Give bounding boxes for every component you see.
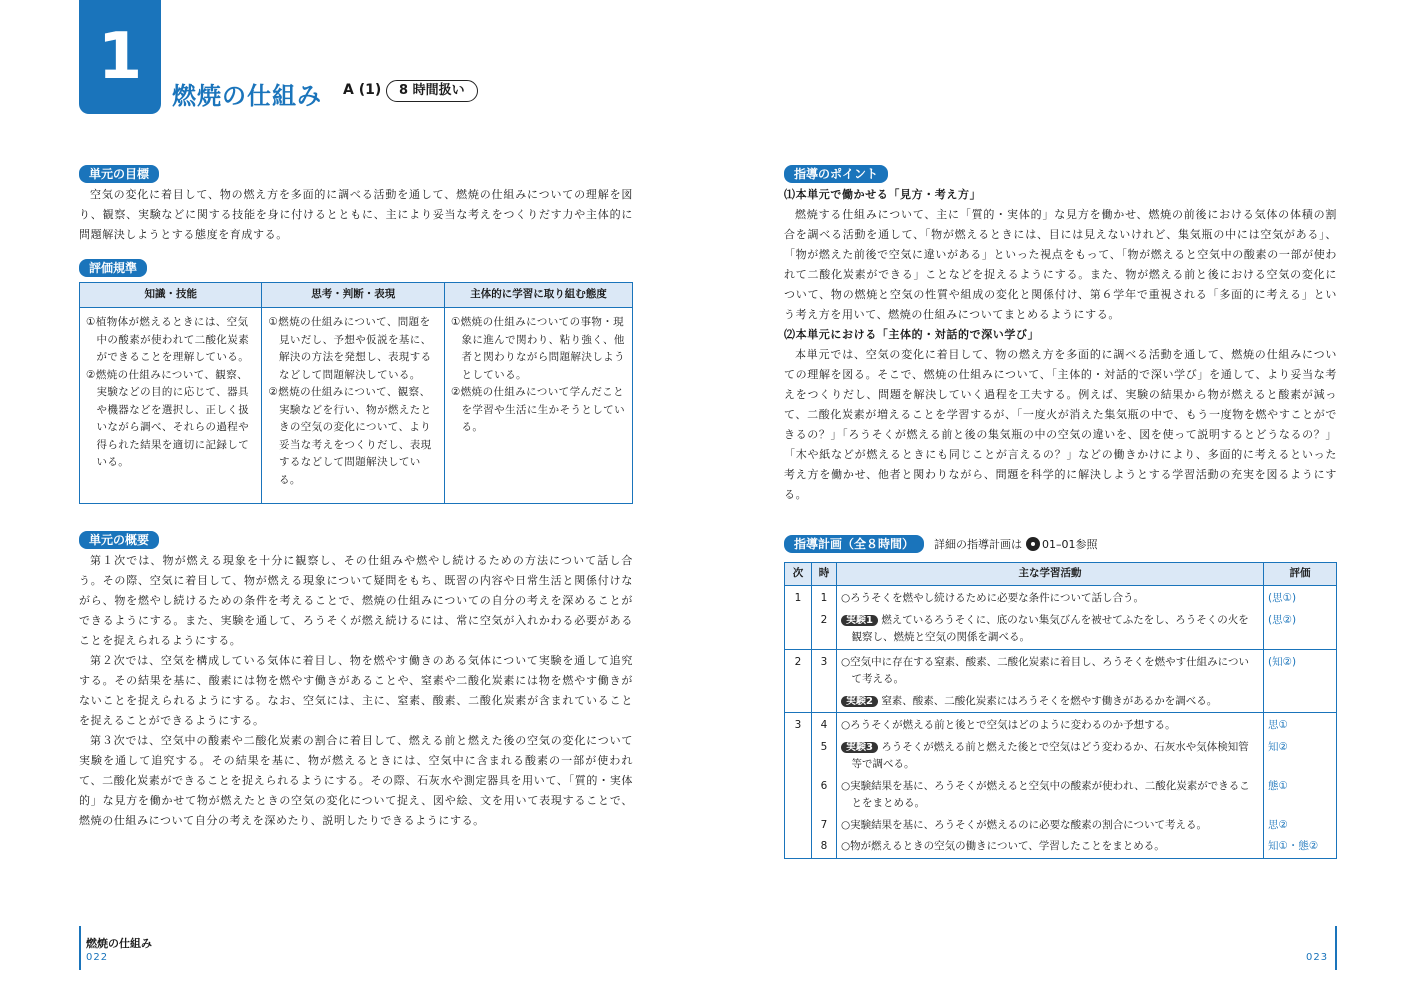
goal-section: [79, 163, 633, 245]
experiment-badge: 実験2: [841, 696, 878, 707]
overview-section: [79, 529, 633, 831]
criteria-cell: [80, 308, 262, 504]
table-row: 実験2 窒素、酸素、二酸化炭素にはろうそくを燃やす働きがあるかを調べる。: [785, 691, 1337, 713]
table-row: 1 1 ○ろうそくを燃やし続けるために必要な条件について話し合う。 (思①): [785, 586, 1337, 610]
criteria-item: ②燃焼の仕組みについて、観察、実験などを行い、物が燃えたときの空気の変化について、より妥当な考えをつくりだし、表現するなどして問題解決している。: [268, 386, 432, 486]
footer-rule-right: [1335, 926, 1337, 970]
points-subheading: ⑵本単元における「主体的・対話的で深い学び」: [784, 328, 1040, 341]
plan-header: 時: [812, 563, 837, 586]
plan-heading: [784, 535, 1098, 553]
footer-title: 燃焼の仕組み: [86, 937, 152, 950]
hours-badge: 8 時間扱い: [386, 80, 478, 102]
table-row: 6 ○実験結果を基に、ろうそくが燃えると空気中の酸素が使われ、二酸化炭素ができることをまとめる。 態①: [785, 776, 1337, 815]
plan-note: 詳細の指導計画は: [934, 538, 1023, 551]
criteria-header: 思考・判断・表現: [262, 283, 444, 308]
criteria-header: 主体的に学習に取り組む態度: [444, 283, 632, 308]
criteria-item: ①植物体が燃えるときには、空気中の酸素が使われて二酸化炭素ができることを理解している。: [86, 316, 250, 363]
experiment-badge: 実験1: [841, 615, 878, 626]
unit-number: 1: [79, 0, 161, 114]
plan-header: 主な学習活動: [837, 563, 1264, 586]
overview-paragraph: 第２次では、空気を構成している気体に着目し、物を燃やす働きのある気体について実験を通して追究する。その結果を基に、酸素には物を燃やす働きがあることや、窒素や二酸化炭素には物を燃やす働きがないことを捉えられるようにする。なお、空気には、主に、窒素、酸素、二酸化炭素が含まれていることを捉えることができるようにする。: [79, 654, 633, 727]
experiment-badge: 実験3: [841, 742, 878, 753]
table-row: 7 ○実験結果を基に、ろうそくが燃えるのに必要な酸素の割合について考える。 思②: [785, 815, 1337, 837]
plan-header: 評価: [1264, 563, 1337, 586]
disc-icon: [1026, 537, 1040, 551]
criteria-cell: [262, 308, 444, 504]
criteria-item: ①燃焼の仕組みについて、問題を見いだし、予想や仮説を基に、解決の方法を発想し、表現するなどして問題解決している。: [268, 316, 432, 381]
table-row: 2 実験1 燃えているろうそくに、底のない集気びんを被せてふたをし、ろうそくの火を観察し、燃焼と空気の関係を調べる。 (思②): [785, 610, 1337, 650]
plan-note-ref: 01–01参照: [1042, 538, 1098, 551]
unit-title: 燃焼の仕組み: [172, 82, 322, 110]
criteria-cell: [444, 308, 632, 504]
overview-label: 単元の概要: [79, 531, 159, 549]
plan-table: [784, 562, 1337, 859]
points-label: 指導のポイント: [784, 165, 888, 183]
table-row: 3 4 ○ろうそくが燃える前と後とで空気はどのように変わるのか予想する。 思①: [785, 713, 1337, 737]
page-number-right: 023: [1306, 952, 1329, 963]
criteria-table: [79, 282, 633, 504]
table-row: 2 3 ○空気中に存在する窒素、酸素、二酸化炭素に着目し、ろうそくを燃やす仕組みについて考える。 (知②): [785, 649, 1337, 691]
points-subheading: ⑴本単元で働かせる「見方・考え方」: [784, 188, 982, 201]
criteria-label-wrap: [79, 257, 147, 277]
plan-label: 指導計画（全８時間）: [784, 535, 924, 553]
overview-paragraph: 第１次では、物が燃える現象を十分に観察し、その仕組みや燃やし続けるための方法について話し合う。その際、空気に着目して、物が燃える現象について疑問をもち、既習の内容や日常生活と関係付けながら、物を燃やし続けるための条件を考えることで、燃焼の仕組みについての自分の考えを深めることができるようにする。また、実験を通して、ろうそくが燃え続けるには、常に空気が入れかわる必要があることを捉えられるようにする。: [79, 554, 633, 647]
curriculum-code: A (1): [343, 82, 382, 98]
points-text: 燃焼する仕組みについて、主に「質的・実体的」な見方を働かせ、燃焼の前後における気体の体積の割合を調べる活動を通して、「物が燃えるときには、目には見えないけれど、集気瓶の中には空気がある」、「物が燃えた前後で空気に違いがある」といった視点をもって、「物が燃えると空気中の酸素の一部が使われて二酸化炭素ができる」ことなどを捉えるようにする。また、物が燃える前と後における空気の変化について、物の燃焼と空気の性質や組成の変化と関係付け、第６学年で重視される「多面的に考える」という考え方を用いて、燃焼の仕組みについてまとめるようにする。: [784, 208, 1337, 321]
points-section: [784, 163, 1337, 505]
table-row: 8 ○物が燃えるときの空気の働きについて、学習したことをまとめる。 知①・態②: [785, 836, 1337, 858]
plan-header: 次: [785, 563, 812, 586]
table-row: 5 実験3 ろうそくが燃える前と燃えた後とで空気はどう変わるか、石灰水や気体検知管等で調べる。 知②: [785, 737, 1337, 776]
overview-paragraph: 第３次では、空気中の酸素や二酸化炭素の割合に着目して、燃える前と燃えた後の空気の変化について実験を通して追究する。その結果を基に、物が燃えるときには、空気中に含まれる酸素の一部が使われて、二酸化炭素ができることを捉えられるようにする。その際、石灰水や測定器具を用いて、「質的・実体的」な見方を働かせて物が燃えたときの空気の変化について捉え、図や絵、文を用いて表現することで、燃焼の仕組みについて自分の考えを深めたり、説明したりできるようにする。: [79, 734, 633, 827]
criteria-item: ②燃焼の仕組みについて、観察、実験などの目的に応じて、器具や機器などを選択し、正しく扱いながら調べ、それらの過程や得られた結果を適切に記録している。: [86, 368, 250, 468]
criteria-item: ①燃焼の仕組みについての事物・現象に進んで関わり、粘り強く、他者と関わりながら問題解決しようとしている。: [450, 316, 625, 381]
footer-rule-left: [79, 926, 81, 970]
page-number-left: 022: [86, 952, 109, 963]
goal-text: 空気の変化に着目して、物の燃え方を多面的に調べる活動を通して、燃焼の仕組みについての理解を図り、観察、実験などに関する技能を身に付けるとともに、主により妥当な考えをつくりだす力や主体的に問題解決しようとする態度を育成する。: [79, 188, 633, 241]
goal-label: 単元の目標: [79, 165, 159, 183]
criteria-label: 評価規準: [79, 259, 147, 277]
criteria-header: 知識・技能: [80, 283, 262, 308]
criteria-item: ②燃焼の仕組みについて学んだことを学習や生活に生かそうとしている。: [450, 386, 625, 433]
points-text: 本単元では、空気の変化に着目して、物の燃え方を多面的に調べる活動を通して、燃焼の仕組みについての理解を図る。そこで、燃焼の仕組みについて、「主体的・対話的で深い学び」を通して、より妥当な考えをつくりだし、問題を解決していく過程を工夫する。例えば、実験の結果から物が燃えると酸素が減って、二酸化炭素が増えることを学習するが、「一度火が消えた集気瓶の中で、もう一度物を燃やすことができるの？」「ろうそくが燃える前と後の集気瓶の中の空気の違いを、図を使って説明するとどうなるの？」「木や紙などが燃えるときにも同じことが言えるの？」などの働きかけにより、多面的に考えるといった考え方を働かせ、他者と関わりながら、問題を科学的に解決しようとする学習活動の充実を図るようにする。: [784, 348, 1337, 501]
